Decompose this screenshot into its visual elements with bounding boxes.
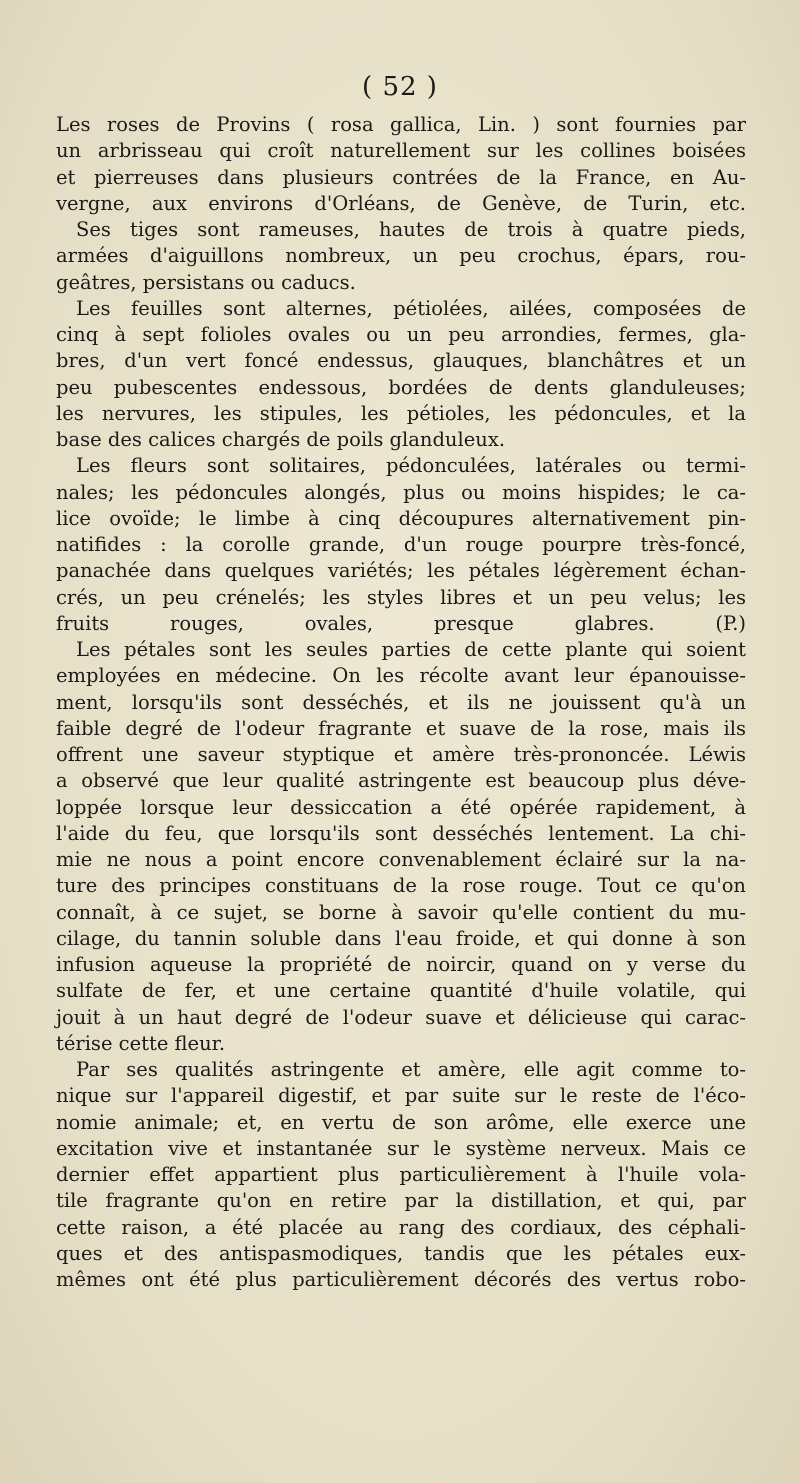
text-line: et pierreuses dans plusieurs contrées de la France, en Au- — [56, 165, 746, 189]
text-line: faible degré de l'odeur fragrante et suave de la rose, mais ils — [56, 716, 746, 740]
text-line: cilage, du tannin soluble dans l'eau froide, et qui donne à son — [56, 926, 746, 950]
text-line: a observé que leur qualité astringente est beaucoup plus déve- — [56, 769, 746, 793]
text-line: jouit à un haut degré de l'odeur suave et délicieuse qui carac- — [56, 1005, 746, 1029]
text-line: ment, lorsqu'ils sont desséchés, et ils ne jouissent qu'à un — [56, 690, 746, 714]
text-line: geâtres, persistans ou caducs. — [56, 270, 356, 294]
text-line: cette raison, a été placée au rang des cordiaux, des céphali- — [56, 1215, 746, 1239]
text-line: dernier effet appartient plus particulièrement à l'huile vola- — [56, 1163, 746, 1186]
text-line: nales; les pédoncules alongés, plus ou moins hispides; le ca- — [56, 480, 746, 504]
page-number: ( 52 ) — [362, 72, 438, 102]
text-line: Les fleurs sont solitaires, pédonculées, latérales ou termi- — [76, 454, 746, 478]
text-line: peu pubescentes endessous, bordées de dents glanduleuses; — [56, 375, 746, 399]
text-line: l'aide du feu, que lorsqu'ils sont desséchés lentement. La chi- — [56, 821, 746, 845]
text-line: base des calices chargés de poils glanduleux. — [56, 428, 506, 451]
text-line: Les roses de Provins ( rosa gallica, Lin. ) sont fournies par — [56, 113, 746, 136]
text-line: ques et des antispasmodiques, tandis que les pétales eux- — [56, 1241, 746, 1265]
text-line: Par ses qualités astringente et amère, elle agit comme to- — [76, 1058, 746, 1081]
text-line: natifides : la corolle grande, d'un rouge pourpre très-foncé, — [56, 533, 746, 556]
text-line: nomie animale; et, en vertu de son arôme, elle exerce une — [56, 1110, 746, 1134]
text-line: tile fragrante qu'on en retire par la distillation, et qui, par — [56, 1189, 746, 1213]
text-line: Ses tiges sont rameuses, hautes de trois à quatre pieds, — [76, 218, 746, 241]
text-line: Les feuilles sont alternes, pétiolées, ailées, composées de — [76, 296, 746, 320]
text-line: cinq à sept folioles ovales ou un peu arrondies, fermes, gla- — [56, 323, 746, 346]
text-line: panachée dans quelques variétés; les pétales légèrement échan- — [56, 559, 746, 583]
text-line: mêmes ont été plus particulièrement décorés des vertus robo- — [56, 1268, 746, 1291]
text-line: ture des principes constituans de la rose rouge. Tout ce qu'on — [56, 874, 746, 898]
text-line: offrent une saveur styptique et amère très-prononcée. Léwis — [56, 743, 746, 766]
text-line: armées d'aiguillons nombreux, un peu crochus, épars, rou- — [56, 244, 746, 268]
text-line: employées en médecine. On les récolte avant leur épanouisse- — [56, 664, 746, 688]
text-line: nique sur l'appareil digestif, et par suite sur le reste de l'éco- — [56, 1084, 746, 1108]
text-line: térise cette fleur. — [56, 1031, 226, 1055]
text-line: infusion aqueuse la propriété de noircir, quand on y verse du — [56, 953, 746, 976]
text-line: mie ne nous a point encore convenablement éclairé sur la na- — [56, 848, 746, 871]
text-line: fruits rouges, ovales, presque glabres. (P.) — [56, 611, 746, 635]
text-line: bres, d'un vert foncé endessus, glauques, blanchâtres et un — [56, 349, 746, 373]
text-line: Les pétales sont les seules parties de cette plante qui soient — [76, 638, 746, 661]
text-line: excitation vive et instantanée sur le système nerveux. Mais ce — [56, 1136, 746, 1160]
text-line: connaît, à ce sujet, se borne à savoir qu'elle contient du mu- — [56, 900, 746, 924]
text-line: un arbrisseau qui croît naturellement sur les collines boisées — [56, 139, 746, 163]
body-text — [56, 112, 746, 1293]
text-line: loppée lorsque leur dessiccation a été opérée rapidement, à — [56, 795, 746, 819]
text-line: vergne, aux environs d'Orléans, de Genève, de Turin, etc. — [56, 191, 746, 215]
text-line: lice ovoïde; le limbe à cinq découpures alternativement pin- — [56, 506, 746, 530]
text-line: sulfate de fer, et une certaine quantité d'huile volatile, qui — [56, 979, 746, 1003]
text-line: crés, un peu crénelés; les styles libres et un peu velus; les — [56, 585, 746, 609]
text-line: les nervures, les stipules, les pétioles, les pédoncules, et la — [56, 401, 746, 425]
